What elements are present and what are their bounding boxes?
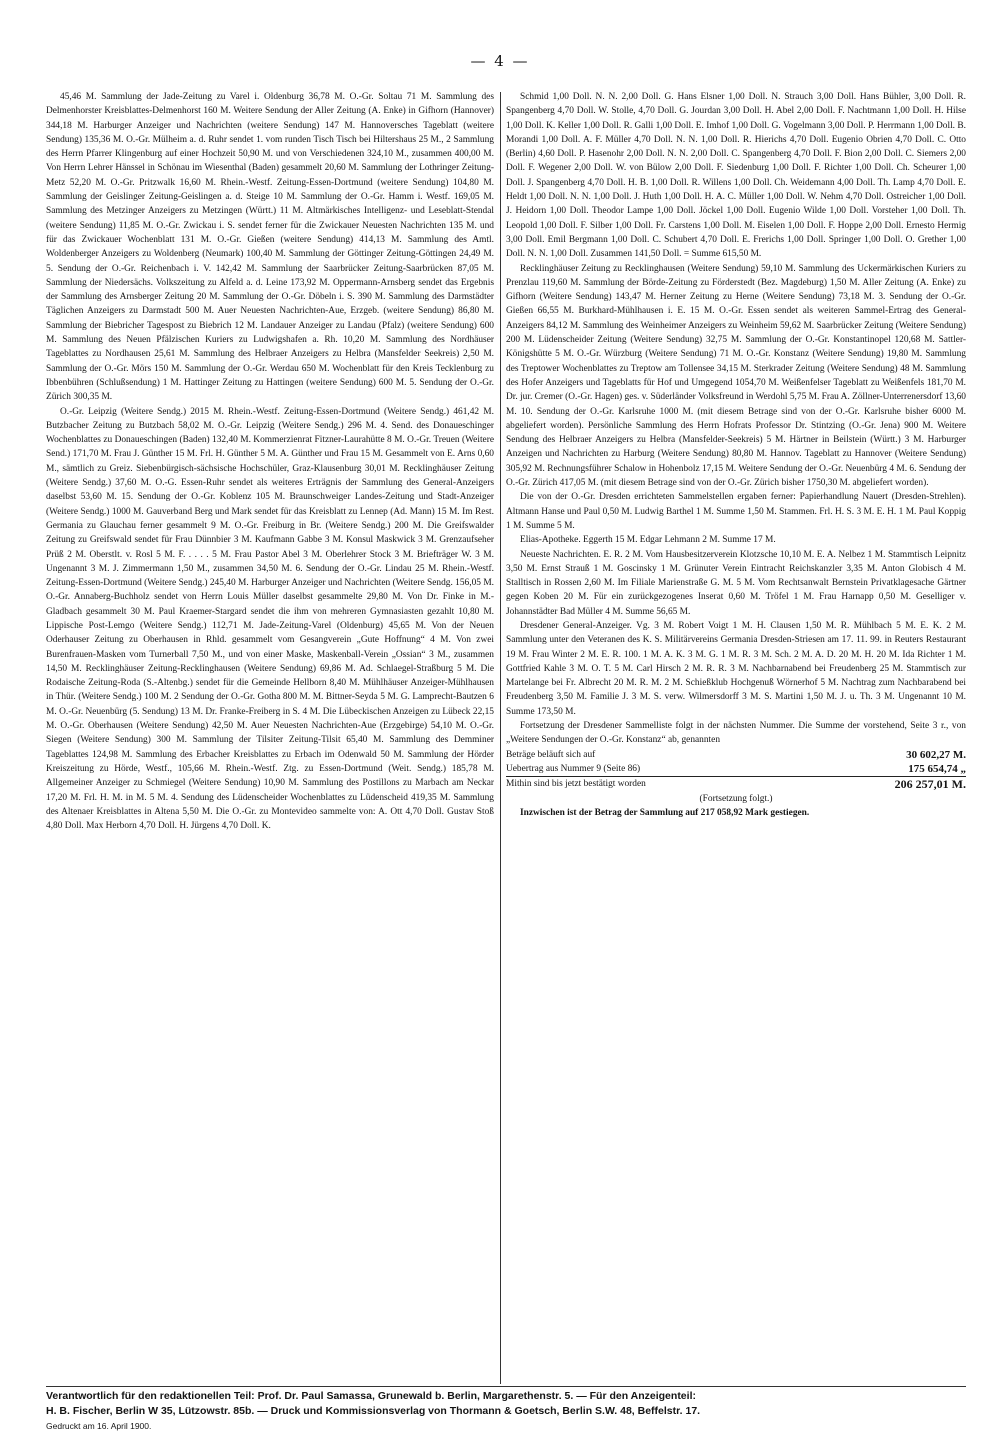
total-line-1 [506, 748, 966, 762]
total-line-2 [506, 762, 966, 777]
total-label-3: Mithin sind bis jetzt bestätigt worden [506, 779, 646, 790]
imprint-line-2: H. B. Fischer, Berlin W 35, Lützowstr. 85b. — Druck und Kommissionsverlag von Thormann & Goetsch, Berlin S.W. 48, Beffelstr. 17. [46, 1405, 701, 1417]
column-divider [500, 92, 501, 1384]
right-paragraph-2: Recklinghäuser Zeitung zu Recklinghausen (Weitere Sendung) 59,10 M. Sammlung des Uckermärkischen Kuriers zu Prenzlau 119,60 M. Sammlung der Börde-Zeitung zu Förderstedt (Bez. Magdeburg) 1,50 M. Aller Zeitung (A. Enke) zu Gifhorn (Weitere Sendung) 143,47 M. Herner Zeitung zu Herne (Weitere Sendung) 73,18 M. 3. Sendung der O.-Gr. Gießen 66,55 M. Burkhard-Mühlhausen i. E. 15 M. O.-Gr. Essen sendet als weiteren Sammel-Ertrag des General-Anzeigers 84,12 M. Sammlung des Weinheimer Anzeigers zu Weinheim 59,62 M. Saarbrücker Zeitung (Weitere Sendung) 200 M. Lüdenscheider Zeitung (Weitere Sendung) 32,75 M. Sammlung der O.-Gr. Konstantinopel 120,68 M. Sattler-Königshütte 5 M. O.-Gr. Würzburg (Weitere Sendung) 71 M. O.-Gr. Konstanz (Weitere Sendung) 19,80 M. Sammlung des Treptower Wochenblattes zu Treptow am Tollensee 34,15 M. Sterkrader Zeitung (Weitere Sendung) 48 M. Sammlung des Hofer Anzeigers und Tageblatts für Hof und Umgegend 1054,70 M. Weißenfelser Tageblatt zu Weißenfels 181,70 M. Dr. jur. Cremer (O.-Gr. Hagen) ges. v. Süderländer Volksfreund in Werdohl 5,75 M. Frau A. Zöllner-Unterrenersdorf 13,60 M. 10. Sendung der O.-Gr. Karlsruhe 1000 M. (mit diesem Betrage sind von der O.-Gr. Karlsruhe bisher 6000 M. abgeliefert worden). Persönliche Sammlung des Herrn Hofrats Professor Dr. Stintzing (O.-Gr. Jena) 900 M. Weitere Sendung des Helbraer Anzeigers zu Helbra (Mansfelder-Seekreis) 5 M. Härtner in Beilstein (Württ.) 3 M. Harburger Anzeigen und Nachrichten zu Harburg (Weitere Sendung) 80,80 M. Hannov. Tageblatt zu Hannover (Weitere Sendung) 305,92 M. Rechnungsführer Schalow in Hohenbolz 17,15 M. Weitere Sendung der O.-Gr. Neuenbürg 4 M. 6. Sendung der O.-Gr. Zürich 417,05 M. (mit diesem Betrage sind von der O.-Gr. Zürich bisher 1750,30 M. abgeliefert worden). [506, 263, 966, 489]
printed-date: Gedruckt am 16. April 1900. [46, 1421, 152, 1431]
right-paragraph-fortsetzung: Fortsetzung der Dresdener Sammelliste folgt in der nächsten Nummer. Die Summe der vorstehend, Seite 3 r., von „Weitere Sendungen der O.-Gr. Konstanz“ ab, genannten [506, 721, 966, 746]
right-paragraph-1: Schmid 1,00 Doll. N. N. 2,00 Doll. G. Hans Elsner 1,00 Doll. N. Strauch 3,00 Doll. Hans Bühler, 3,00 Doll. R. Spangenberg 4,70 Doll. W. Stolle, 4,70 Doll. G. Jourdan 3,00 Doll. H. Abel 2,00 Doll. F. Nachtmann 1,00 Doll. H. Hilse 1,00 Doll. K. Keller 1,00 Doll. R. Galli 1,00 Doll. E. Imhof 1,00 Doll. G. Vogelmann 3,00 Doll. P. Herrmann 1,00 Doll. B. Morandi 1,00 Doll. A. F. Müller 4,70 Doll. N. N. 1,00 Doll. R. Hierichs 4,70 Doll. Eugenio Obrien 4,70 Doll. C. Otto (Berlin) 4,60 Doll. P. Hasenohr 2,00 Doll. N. N. 2,00 Doll. C. Spangenberg 4,70 Doll. F. Bion 2,00 Doll. C. Siemers 2,00 Doll. F. Wegener 2,00 Doll. W. von Bülow 2,00 Doll. F. Siedenburg 1,00 Doll. F. Richter 1,00 Doll. Ch. Scheurer 1,00 Doll. J. Spangenberg 4,70 Doll. H. B. 1,00 Doll. R. Willens 1,00 Doll. Ch. Weidemann 4,00 Doll. Th. Lamp 4,70 Doll. E. Heldt 1,00 Doll. N. N. 1,00 Doll. J. Huth 1,00 Doll. H. A. C. Müller 1,00 Doll. W. Nehm 4,70 Doll. Ostreicher 1,00 Doll. J. Heidorn 1,00 Doll. Theodor Lampe 1,00 Doll. Jöckel 1,00 Doll. Eugenio Wilde 1,00 Doll. Vorsteher 1,00 Doll. Th. Leopold 1,00 Doll. F. Silber 1,00 Doll. Fr. Carstens 1,00 Doll. M. Eiselen 1,00 Doll. F. Hoppe 2,00 Doll. Ernesto Hermig 3,00 Doll. Emil Bergmann 1,00 Doll. C. Schubert 4,70 Doll. E. Frerichs 1,00 Doll. Springer 1,00 Doll. O. Grether 1,00 Doll. N. N. 1,00 Doll. Zusammen 141,50 Doll. = Summe 615,50 M. [506, 92, 966, 260]
total-line-3 [506, 777, 966, 791]
continuation-note: (Fortsetzung folgt.) [699, 793, 773, 804]
right-column [506, 90, 966, 1386]
right-paragraph-dresden: Die von der O.-Gr. Dresden errichteten Sammelstellen ergaben ferner: Papierhandlung Nauert (Dresden-Strehlen). Altmann Hanse und Paul 0,50 M. Ludwig Barthel 1 M. Summe 1,50 M. Stammen. Frl. H. S. 3 M. E. H. 1 M. Paul Koppig 1 M. Summe 5 M. [506, 492, 966, 531]
total-value-1: 30 602,27 M. [906, 748, 966, 761]
right-paragraph-elias: Elias-Apotheke. Eggerth 15 M. Edgar Lehmann 2 M. Summe 17 M. [520, 535, 776, 546]
left-paragraph-2: O.-Gr. Leipzig (Weitere Sendg.) 2015 M. Rhein.-Westf. Zeitung-Essen-Dortmund (Weitere Sendg.) 461,42 M. Butzbacher Zeitung zu Butzbach 58,02 M. O.-Gr. Leipzig (Weitere Sendg.) 296 M. 4. Send. des Donaueschinger Wochenblattes zu Donaueschingen (Baden) 132,40 M. Kommerzienrat Fitzner-Laurahütte 8 M. O.-Gr. Treuen (Weitere Send.) 171,70 M. Frau J. Günther 15 M. Frl. H. Günther 5 M. A. Günther und Frau 15 M. Gesammelt von E. Arns 0,60 M., sämtlich zu Greiz. Siebenbürgisch-sächsische Hochschüler, Graz-Klausenburg 30,01 M. Recklinghäuser Zeitung (Weitere Sendg.) 37,60 M. O.-G. Essen-Ruhr sendet als weiteres Erträgnis der Sammlung des General-Anzeigers daselbst 53,60 M. 15. Sendung der O.-Gr. Koblenz 105 M. Braunschweiger Landes-Zeitung und Stadt-Anzeiger (Weitere Sendg.) 1000 M. Gauverband Berg und Mark sendet für das Kreisblatt zu Lennep (Ad. Mann) 15 M. Im Rest. Germania zu Glauchau ferner gesammelt 9 M. O.-Gr. Freiburg in Br. (Weitere Sendg.) 200 M. Die Greifswalder Zeitung zu Greifswald sendet für Frau Dünnbier 3 M. Kaufmann Gabbe 3 M. Konsul Maskwick 3 M. Grenzaufseher Prüß 2 M. Oberstlt. v. Rosl 5 M. F. . . . . 5 M. Frau Pastor Abel 3 M. Oberlehrer Stock 3 M. Briefträger W. 3 M. Ungenannt 3 M. J. Zimmermann 1,50 M., zusammen 34,50 M. 6. Sendung der O.-Gr. Lindau 25 M. Rhein.-Westf. Zeitung-Essen-Dortmund (Weitere Sendg.) 245,40 M. Harburger Anzeiger und Nachrichten (Weitere Sendg. 156,05 M. O.-Gr. Annaberg-Buchholz sendet von Herrn Louis Müller daselbst gesammelte 29,80 M. Von Dr. Finke in M.-Gladbach gesammelt 30 M. Paul Kraemer-Stargard sendet die ihm von mehreren Gymnasiasten gezahlt 10,80 M. Lippische Post-Lemgo (Weitere Sendg.) 112,71 M. Jade-Zeitung-Varel (Oldenburg) 45,65 M. Von der Neuen Oderhauser Zeitung zu Oberhausen in Rhld. gesammelt vom Gesangverein „Gute Hoffnung“ 4 M. Von zwei Burenfrauen-Masken vom Turnerball 7,50 M., und von einer Maske, Maskenball-Verein „Ossian“ 3 M., zusammen 14,50 M. Recklinghäuser Zeitung-Recklinghausen (Weitere Sendung) 69,86 M. Ad. Schlaegel-Straßburg 5 M. Die Rodaische Zeitung-Roda (S.-Altenbg.) sendet für die Gemeinde Hellborn 8,40 M. Mühlhäuser Anzeiger-Mühlhausen in Thür. (Weitere Sendg.) 100 M. 2 Sendung der O.-Gr. Gotha 800 M. M. Bittner-Seyda 5 M. G. Lamprecht-Bautzen 6 M. O.-Gr. Neuenbürg (5. Sendung) 13 M. Dr. Franke-Freiberg in S. 4 M. Die Lübeckischen Anzeigen zu Lübeck 22,15 M. O.-Gr. Oberhausen (Weitere Sendung) 42,50 M. Auer Neuesten Nachrichten-Aue (Erzgebirge) 54,10 M. O.-Gr. Siegen (Weitere Sendung) 300 M. Sammlung der Tilsiter Zeitung-Tilsit 65,40 M. Sammlung des Demminer Tageblattes 124,98 M. Sammlung des Erbacher Kreisblattes zu Erbach im Odenwald 50 M. Sammlung der Hörder Kreiszeitung zu Hörde, Westf., 105,66 M. Rhein.-Westf. Ztg. zu Essen-Dortmund (Weit. Sendg.) 185,78 M. Allgemeiner Anzeiger zu Schmiegel (Weitere Sendung) 10,90 M. Sammlung des Postillons zu Marbach am Neckar 17,20 M. Frl. H. M. in M. 5 M. 4. Sendung des Lüdenscheider Wochenblattes zu Lüdenscheid 419,35 M. Sammlung des Altenaer Kreisblattes in Altena 5,50 M. Die O.-Gr. zu Montevideo sammelte von: A. Ott 4,70 Doll. Gustav Stoß 4,80 Doll. Max Herborn 4,70 Doll. H. Jürgens 4,70 Doll. K. [46, 406, 494, 832]
page-number: — 4 — [470, 52, 530, 70]
right-paragraph-general-anzeiger: Dresdener General-Anzeiger. Vg. 3 M. Robert Voigt 1 M. H. Clausen 1,50 M. R. Mühlbach 5 M. E. K. 2 M. Sammlung unter den Veteranen des K. S. Militärvereins Germania Dresden-Striesen am 17. 11. 99. in Reuters Restaurant 19 M. Frau Winter 2 M. E. R. 100. 1 M. A. K. 3 M. G. 1 M. R. 3 M. Sch. 2 M. A. D. 20 M. H. 20 M. Ida Richter 1 M. Gottfried Kahle 3 M. O. T. 5 M. Carl Hirsch 2 M. R. R. 3 M. Nachbarnabend bei Freudenberg 25 M. Stammtisch zur Martelange bei Fr. Albrecht 20 M. R. M. 2 M. Schießklub Hochgenuß Wörnerhof 5 M. Nachtrag zum Nachbarabend bei Freudenberg 3,50 M. Familie J. 3 M. S. verw. Wilmersdorff 3 M. S. Martini 1,50 M. J. u. Th. 3 M. Ungenannt 10 M. Summe 173,50 M. [506, 620, 966, 717]
left-paragraph-1: 45,46 M. Sammlung der Jade-Zeitung zu Varel i. Oldenburg 36,78 M. O.-Gr. Soltau 71 M. Sammlung des Delmenhorster Kreisblattes-Delmenhorst 160 M. Weitere Sendung der Aller Zeitung (A. Enke) in Gifhorn (Hannover) 344,18 M. Harburger Anzeiger und Nachrichten (weitere Sendung) 147 M. Hannoversches Tageblatt (weitere Sendung) 135,36 M. O.-Gr. Mülheim a. d. Ruhr sendet 1. vom runden Tisch Tisch bei Hiltershaus 25 M., 2 Sammlung des Herrn Pfarrer Klingenburg auf einer Hochzeit 50,90 M. und von Verschiedenen 324,10 M., zusammen 400,00 M. Von Herrn Lehrer Hänssel in Schönau im Wiesenthal (Baden) gesammelt 20,60 M. Sammlung der Lothringer Zeitung-Metz 52,20 M. O.-Gr. Pritzwalk 16,60 M. Rhein.-Westf. Zeitung-Essen-Dortmund (weitere Sendung) 104,80 M. Sammlung der Geislinger Zeitung-Geislingen a. d. Steige 10 M. Sammlung der O.-Gr. Hamm i. Westf. 169,05 M. Sammlung des Metzinger Anzeigers zu Metzingen (Württ.) 11 M. Altmärkisches Intelligenz- und Leseblatt-Stendal (weitere Sendung) 11,85 M. O.-Gr. Zwickau i. S. sendet ferner für die Zwickauer Neuesten Nachrichten 135 M. und für das Zwickauer Wochenblatt 131 M. O.-Gr. Gießen (weitere Sendung) 414,13 M. Sammlung des Amtl. Woldenberger Anzeigers zu Woldenberg (Neumark) 100,40 M. Sammlung der Göttinger Zeitung-Göttingen 24,49 M. 5. Sendung der O.-Gr. Reichenbach i. V. 142,42 M. Sammlung der Saarbrücker Zeitung-Saarbrücken 87,05 M. Sammlung der Niedersächs. Volkszeitung zu Alfeld a. d. Leine 173,92 M. Oppermann-Arnsberg sendet das Ergebnis der Sammlung des Arnsberger Zeitung 20 M. Sammlung der O.-Gr. Döbeln i. S. 390 M. Sammlung des Darmstädter Täglichen Anzeigers zu Darmstadt 500 M. Auer Neuesten Nachrichten-Aue, Erzgeb. (weitere Sendung) 86,80 M. Sammlung der Biebricher Tagespost zu Biebrich 12 M. Landauer Anzeiger zu Landau (Pfalz) (weitere Sendung) 600 M. Sammlung des Neuen Pfälzischen Kuriers zu Ludwigshafen a. Rh. 10,20 M. Sammlung des Nordhäuser Tageblattes zu Nordhausen 25,61 M. Sammlung des Helbraer Anzeigers zu Helbra (Mansfelder Seekreis) 2,50 M. Sammlung der O.-Gr. Mörs 150 M. Sammlung der O.-Gr. Werdau 650 M. Wochenblatt für den Kreis Tecklenburg zu Ibbenbühren (Schlußsendung) 1 M. Hattinger Zeitung zu Hattingen (weitere Sendung) 600 M. 5. Sendung der O.-Gr. Zürich 300,35 M. [46, 92, 494, 403]
left-column [46, 90, 494, 1380]
imprint-footer [46, 1386, 966, 1434]
total-label-2: Uebertrag aus Nummer 9 (Seite 86) [506, 763, 641, 774]
imprint-line-1: Verantwortlich für den redaktionellen Teil: Prof. Dr. Paul Samassa, Grunewald b. Berlin, Margarethenstr. 5. — Für den Anzeigenteil: [46, 1390, 696, 1402]
closing-statement: Inzwischen ist der Betrag der Sammlung auf 217 058,92 Mark gestiegen. [520, 807, 810, 818]
total-label-1: Beträge beläuft sich auf [506, 749, 596, 760]
total-value-2: 175 654,74 „ [908, 762, 966, 775]
total-value-3: 206 257,01 M. [894, 777, 966, 792]
right-paragraph-neueste: Neueste Nachrichten. E. R. 2 M. Vom Hausbesitzerverein Klotzsche 10,10 M. E. A. Nelbez 1 M. Stammtisch Leipnitz 3,50 M. Ernst Strauß 1 M. Goscinsky 1 M. Grünuter Verein Eintracht Reichskanzler 3,35 M. Anton Globisch 4 M. Stalltisch in Rossen 2,60 M. Im Filiale Marienstraße G. M. 5 M. Vom Rechtsanwalt Bernstein Privatklagesache Gärtner gegen Koben 20 M. Für ein zurückgezogenes Inserat 0,60 M. Tröfel 1 M. Frau Harnapp 0,50 M. Geselliger v. Johannstädter Bad Müller 4 M. Summe 56,65 M. [506, 549, 966, 617]
